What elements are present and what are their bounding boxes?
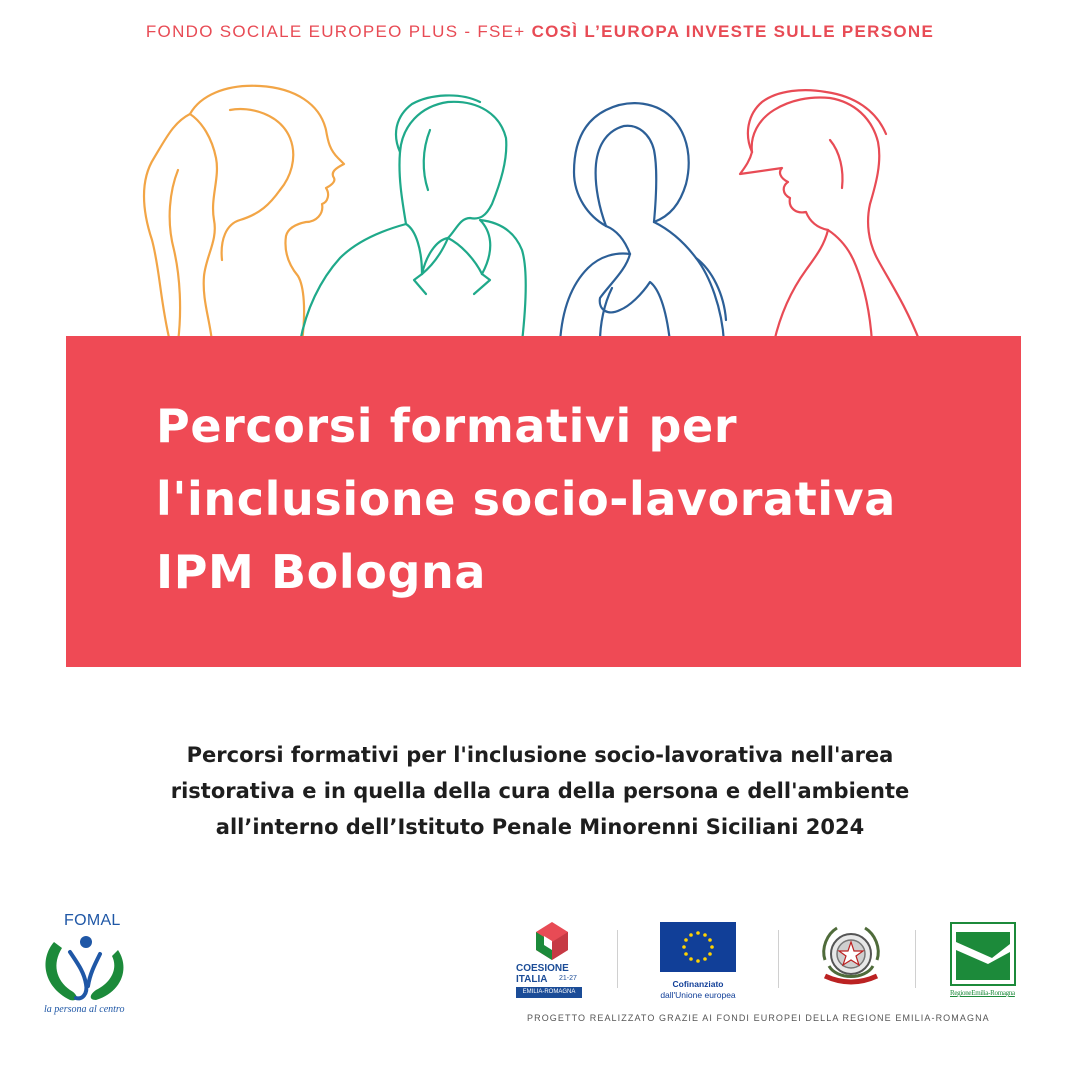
logo-divider [915, 930, 916, 988]
description-line-3: all’interno dell’Istituto Penale Minorenni Siciliani 2024 [215, 815, 865, 839]
logo-divider [778, 930, 779, 988]
fomal-tagline: la persona al centro [44, 1004, 125, 1015]
people-illustration [130, 80, 950, 342]
coesione-years: 21-27 [559, 975, 577, 982]
person-orange-outline [144, 86, 344, 342]
header-line [0, 22, 1080, 42]
regione-emilia-romagna-logo [950, 922, 1018, 1000]
regione-emblem-icon [952, 924, 1014, 984]
project-footnote: PROGETTO REALIZZATO GRAZIE AI FONDI EUROPEI DELLA REGIONE EMILIA-ROMAGNA [527, 1013, 990, 1023]
fomal-logo [38, 912, 138, 1022]
italian-republic-emblem [815, 920, 887, 996]
logo-divider [617, 930, 618, 988]
republic-emblem-icon [815, 920, 887, 996]
partner-logos [510, 918, 1030, 1008]
description [0, 737, 1080, 845]
description-line-1: Percorsi formativi per l'inclusione socio-lavorativa nell'area [186, 743, 894, 767]
person-red-outline [740, 90, 920, 342]
regione-label: RegioneEmilia-Romagna [950, 989, 1015, 997]
coesione-region: EMILIA-ROMAGNA [516, 987, 582, 998]
eu-line-1: Cofinanziato [672, 979, 724, 989]
fomal-name: FOMAL [64, 912, 121, 929]
program-name: FONDO SOCIALE EUROPEO PLUS - FSE+ [145, 22, 526, 41]
title-banner [66, 336, 1021, 667]
fomal-figure-icon [40, 928, 130, 1004]
eu-cofinanced-logo [660, 922, 736, 1002]
banner-title-line-3: IPM Bologna [156, 545, 486, 599]
banner-title-line-1: Percorsi formativi per [156, 399, 738, 453]
slogan: COSÌ L’EUROPA INVESTE SULLE PERSONE [531, 22, 935, 41]
eu-line-2: dall'Unione europea [660, 990, 736, 1000]
person-green-outline [300, 95, 526, 342]
eu-flag [660, 922, 736, 972]
description-line-2: ristorativa e in quella della cura della persona e dell'ambiente [170, 779, 910, 803]
eu-stars-icon [660, 922, 736, 972]
banner-title [156, 390, 996, 609]
coesione-line-2: ITALIA [516, 974, 548, 985]
banner-title-line-2: l'inclusione socio-lavorativa [156, 472, 896, 526]
person-blue-outline [560, 103, 726, 342]
coesione-cube-icon [532, 920, 572, 960]
coesione-italia-logo [516, 920, 582, 1002]
eu-cofinanced-text [646, 979, 750, 1001]
coesione-line-1: COESIONE [516, 963, 569, 974]
regione-emblem [950, 922, 1016, 986]
